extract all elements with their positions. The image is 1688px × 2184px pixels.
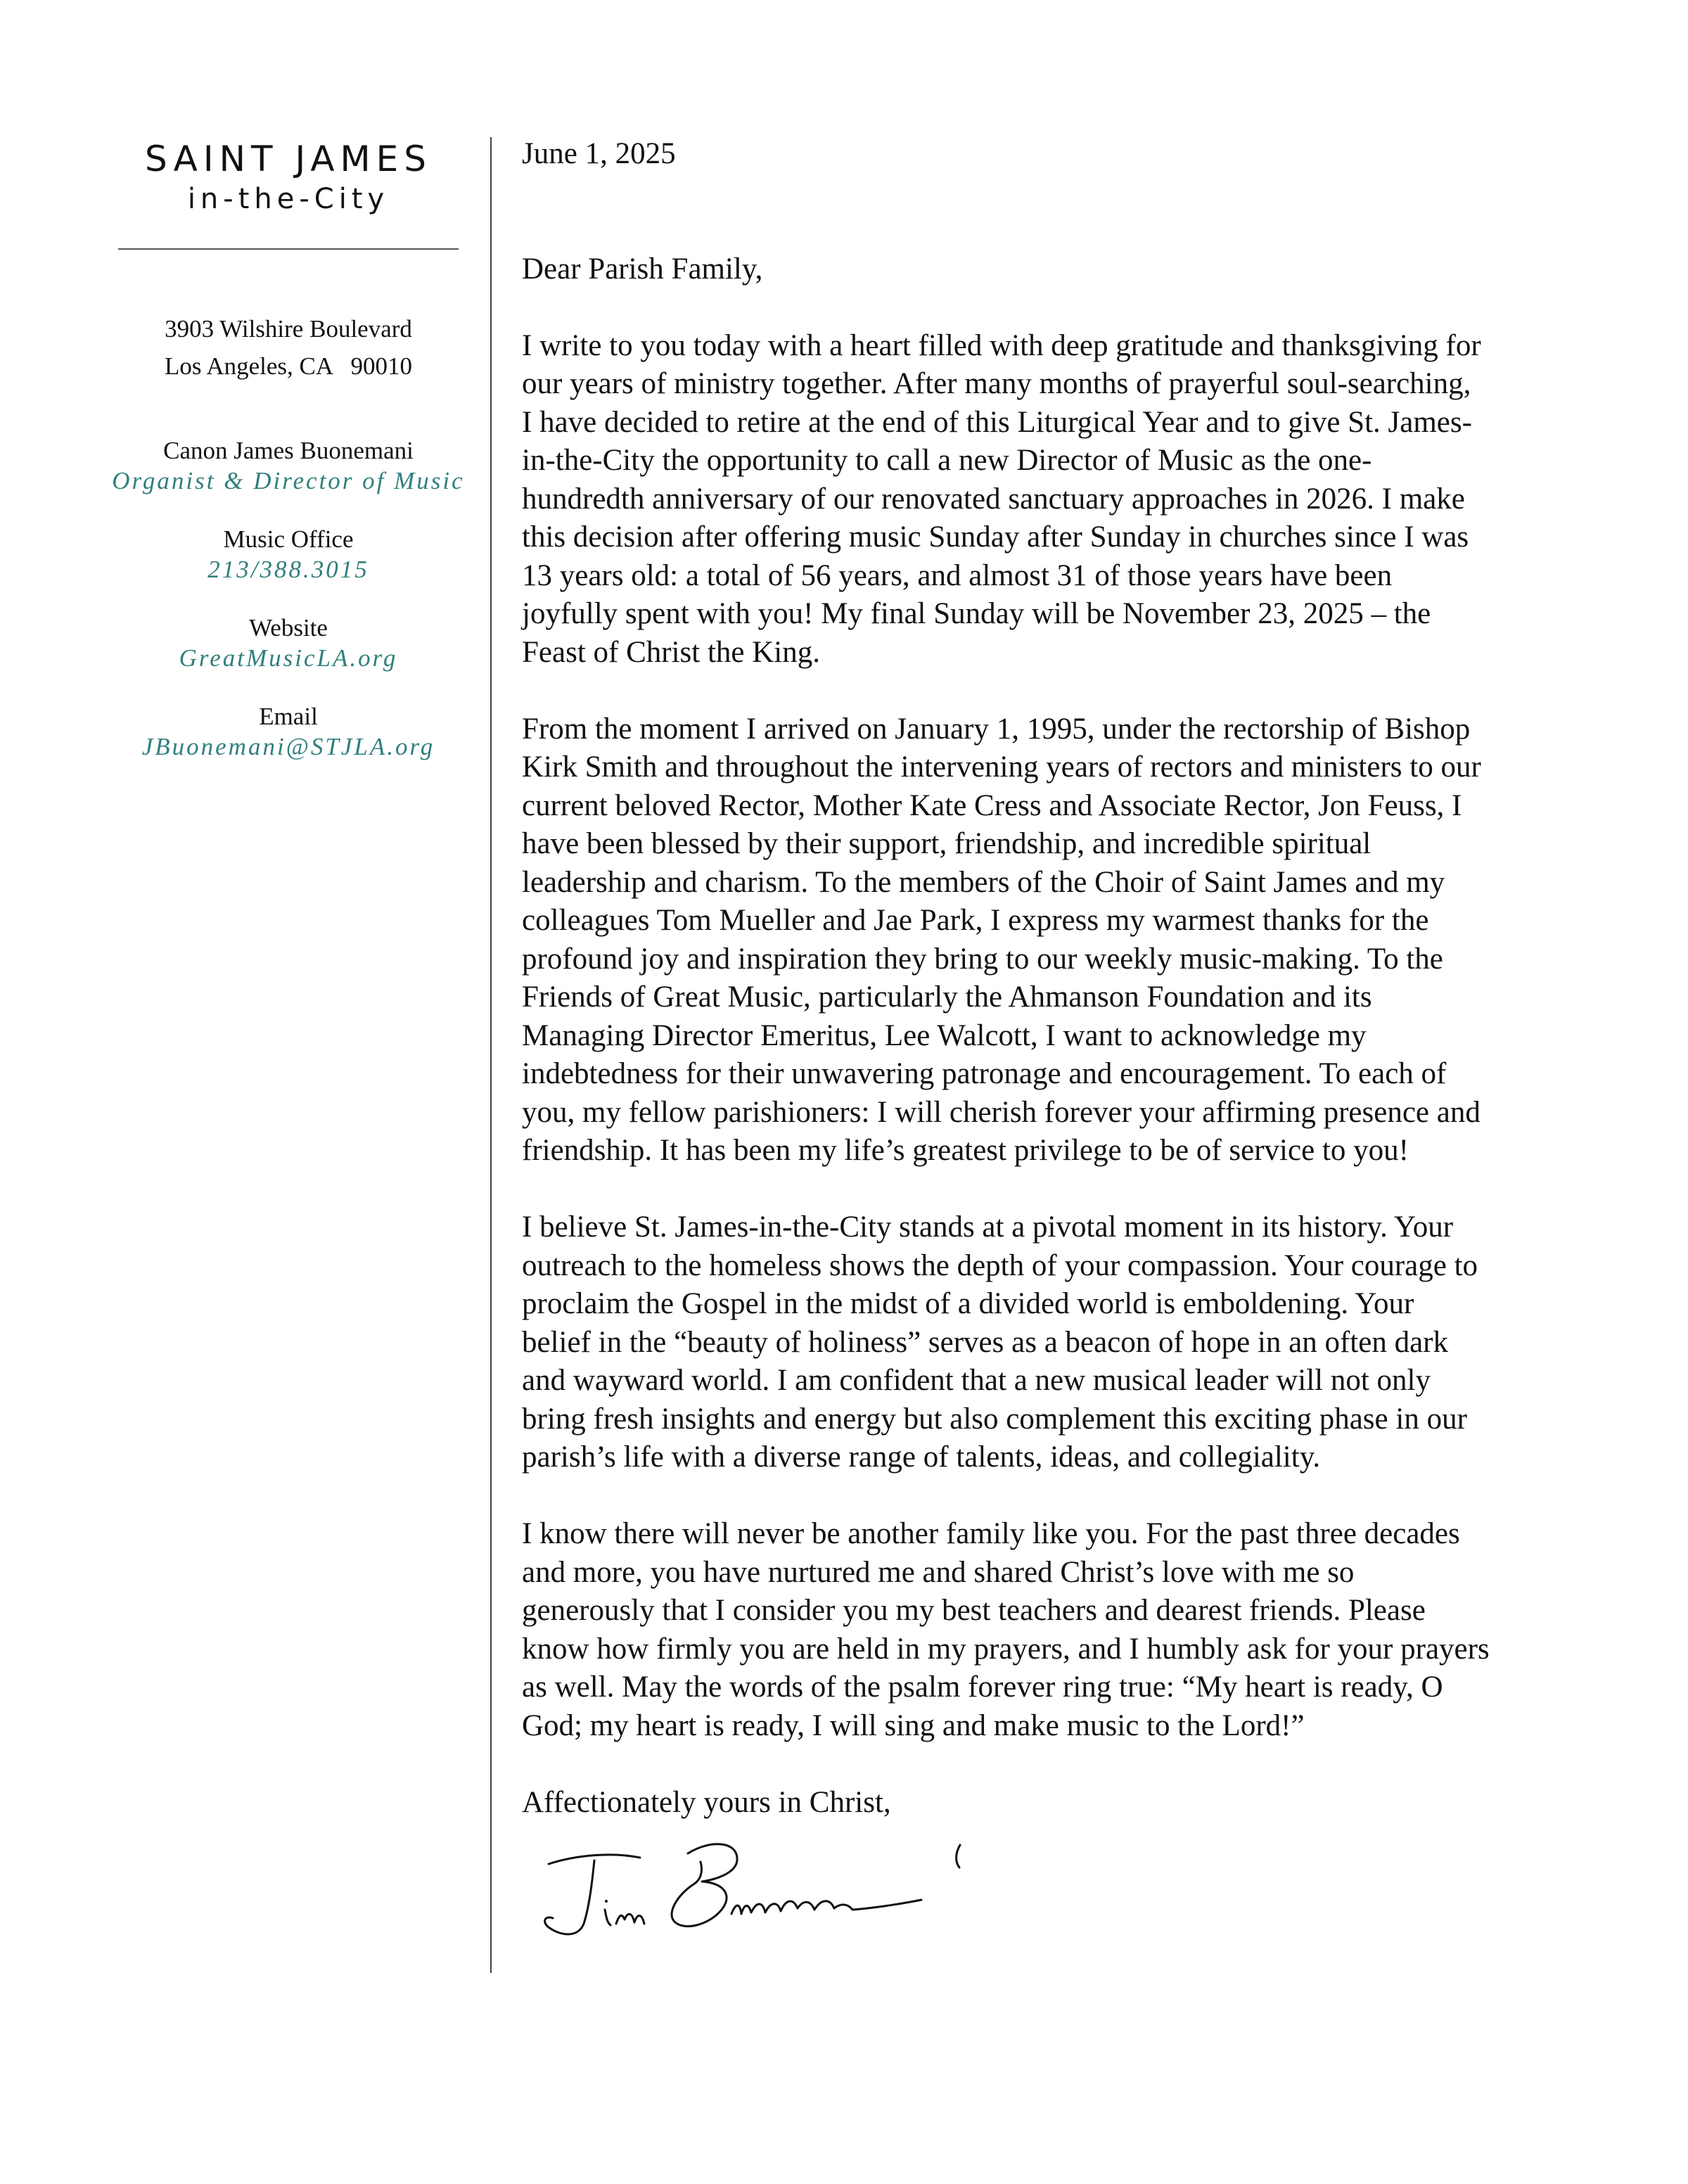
contact-website bbox=[91, 613, 485, 673]
director-name: Canon James Buonemani bbox=[163, 437, 414, 464]
address-line-1: 3903 Wilshire Boulevard bbox=[165, 315, 412, 343]
letterhead-divider bbox=[118, 248, 459, 250]
org-subname: in-the-City bbox=[187, 183, 390, 215]
closing: Affectionately yours in Christ, bbox=[522, 1785, 891, 1819]
contact-director bbox=[91, 435, 485, 496]
letterhead bbox=[91, 137, 485, 762]
address bbox=[91, 310, 485, 385]
paragraph-4: I know there will never be another family like you. For the past three decades and more, you have nurtured me and shared Christ’s love with me so generously that I consider you my best teachers and dearest friends. Please know how firmly you are held in my prayers, and I humbly ask for your prayers as well. May the words of the psalm forever ring true: “My heart is ready, O God; my heart is ready, I will sing and make music to the Lord!” bbox=[522, 1517, 1490, 1742]
paragraph-3: I believe St. James-in-the-City stands at a pivotal moment in its history. Your outreach to the homeless shows the depth of your compassion. Your courage to proclaim the Gospel in the midst of a divided world is emboldening. Your belief in the “beauty of holiness” serves as a beacon of hope in an often dark and wayward world. I am confident that a new musical leader will not only bring fresh insights and energy but also complement this exciting phase in our parish’s life with a diverse range of talents, ideas, and collegiality. bbox=[522, 1211, 1478, 1474]
website-link[interactable]: GreatMusicLA.org bbox=[179, 644, 398, 672]
contact-music-office bbox=[91, 524, 485, 585]
paragraph-1: I write to you today with a heart filled with deep gratitude and thanksgiving for our years of ministry together. After many months of prayerful soul-searching, I have decided to retire at the end of this Liturgical Year and to give St. James- in-the-City the opportunity to call a new Director of Music as the one- hundredth anniversary of our renovated sanctuary approaches in 2026. I make this decision after offering music Sunday after Sunday in churches since I was 13 years old: a total of 56 years, and almost 31 of those years have been joyfully spent with you! My final Sunday will be November 23, 2025 – the Feast of Christ the King. bbox=[522, 328, 1481, 669]
music-office-label: Music Office bbox=[223, 525, 354, 553]
director-title: Organist & Director of Music bbox=[112, 467, 465, 494]
website-label: Website bbox=[249, 614, 328, 641]
org-name: SAINT JAMES bbox=[145, 139, 432, 179]
email-link[interactable]: JBuonemani@STJLA.org bbox=[141, 733, 435, 760]
letter-date: June 1, 2025 bbox=[522, 137, 676, 170]
email-label: Email bbox=[259, 703, 318, 730]
paragraph-2: From the moment I arrived on January 1, 1995, under the rectorship of Bishop Kirk Smith and throughout the intervening years of rectors and ministers to our current beloved Rector, Mother Kate Cress and Associate Rector, Jon Feuss, I have been blessed by their support, friendship, and incredible spiritual leadership and charism. To the members of the Choir of Saint James and my colleagues Tom Mueller and Jae Park, I express my warmest thanks for the profound joy and inspiration they bring to our weekly music-making. To the Friends of Great Music, particularly the Ahmanson Foundation and its Managing Director Emeritus, Lee Walcott, I want to acknowledge my indebtedness for their unwavering patronage and encouragement. To each of you, my fellow parishioners: I will cherish forever your affirming presence and friendship. It has been my life’s greatest privilege to be of service to you! bbox=[522, 712, 1481, 1167]
letter-body bbox=[522, 135, 1609, 1822]
salutation: Dear Parish Family, bbox=[522, 252, 763, 286]
address-line-2: Los Angeles, CA 90010 bbox=[165, 352, 412, 380]
vertical-divider bbox=[490, 137, 492, 1973]
music-office-phone: 213/388.3015 bbox=[207, 556, 369, 583]
signature bbox=[528, 1825, 978, 1966]
contact-email bbox=[91, 701, 485, 762]
